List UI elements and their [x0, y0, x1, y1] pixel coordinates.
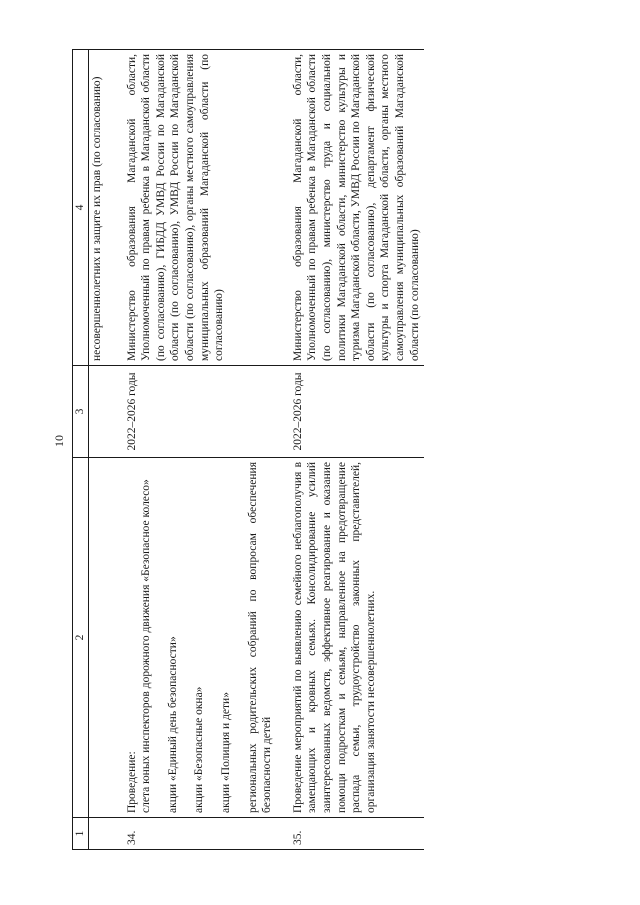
row-period: 2022–2026 годы — [107, 366, 277, 458]
row-executors: Министерство образования Магаданской области, Уполномоченный по правам ребенка в Магаданской области (по согласованию), ГИБДД УМВД России по Магаданской области (по согласованию), УМВД России по Магаданской области (по согласованию), органы местного самоуправления муниципальных образований Магаданской области (по согласованию) — [107, 50, 277, 366]
header-col-4: 4 — [73, 50, 89, 366]
rotated-table-container — [72, 50, 582, 850]
row-number: 35. — [277, 818, 424, 850]
row-measure: Проведение мероприятий по выявлению семейного неблагополучия в замещающих и кровных семьях. Консолидирование усилий заинтересованных ведомств, эффективное реагирование и оказание помощи подросткам и семьям, направленное на предотвращение распада семьи, трудоустройство законных представителей, организация занятости несовершеннолетних. — [277, 458, 424, 818]
header-col-3: 3 — [73, 366, 89, 458]
header-row — [73, 50, 89, 850]
row-executors: Министерство образования Магаданской области, Уполномоченный по правам ребенка в Магаданской области (по согласованию), министерство труда и социальной политики Магаданской области, министерство культуры и туризма Магаданской области, УМВД России по Магаданской области (по согласованию), департамент физической культуры и спорта Магаданской области, органы местного самоуправления муниципальных образований Магаданской области (по согласованию) — [277, 50, 424, 366]
table-row — [107, 50, 277, 850]
header-col-2: 2 — [73, 458, 89, 818]
table-row-continued — [89, 50, 107, 850]
measures-table — [72, 49, 424, 850]
continued-executors: несовершеннолетних и защите их прав (по согласованию) — [89, 50, 107, 366]
header-col-1: 1 — [73, 818, 89, 850]
table-row — [277, 50, 424, 850]
row-number: 34. — [107, 818, 277, 850]
page-number: 10 — [52, 435, 66, 447]
row-measure: Проведение: слета юных инспекторов дорожного движения «Безопасное колесо» акции «Единый день безопасности» акции «Безопасные окна» акции «Полиция и дети» региональных родительских собраний по вопросам обеспечения безопасности детей — [107, 458, 277, 818]
row-period: 2022–2026 годы — [277, 366, 424, 458]
